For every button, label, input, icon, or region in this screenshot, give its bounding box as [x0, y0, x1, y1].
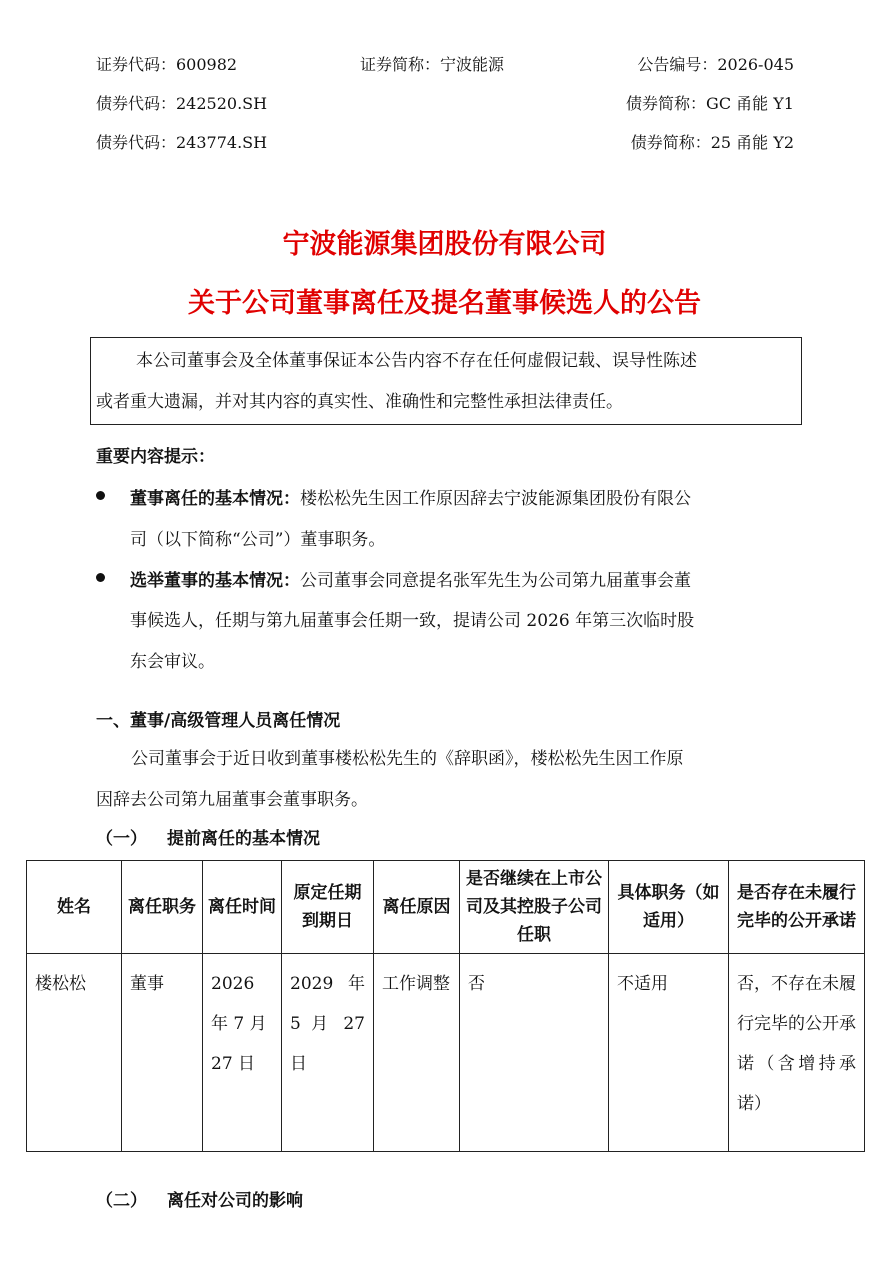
cell-name: 楼松松 [27, 954, 122, 1152]
subsection-2-number: （二） [96, 1191, 147, 1211]
departure-table [26, 860, 865, 1152]
header-reason: 离任原因 [374, 861, 460, 954]
bullet-1-line-2: 司（以下简称“公司”）董事职务。 [130, 530, 386, 550]
bullet-1-label: 董事离任的基本情况： [130, 489, 300, 509]
stock-code: 证券代码：600982 [96, 55, 238, 74]
header-name: 姓名 [27, 861, 122, 954]
stock-short-name: 证券简称：宁波能源 [360, 55, 505, 74]
cell-reason: 工作调整 [374, 954, 460, 1152]
bullet-icon [96, 573, 105, 582]
disclaimer-box [90, 337, 802, 425]
section-1-para-line-1: 公司董事会于近日收到董事楼松松先生的《辞职函》，楼松松先生因工作原 [131, 749, 684, 769]
cell-departure-date: 2026 年 7 月 27 日 [203, 954, 282, 1152]
bond-short-name-1: 债券简称：GC 甬能 Y1 [626, 94, 794, 113]
cell-term-end: 2029 年 5 月 27 日 [282, 954, 374, 1152]
section-1-heading: 一、董事/高级管理人员离任情况 [96, 711, 341, 731]
cell-commitments: 否，不存在未履行完毕的公开承诺（含增持承诺） [729, 954, 865, 1152]
header-term-end: 原定任期到期日 [282, 861, 374, 954]
bullet-2-line-1 [130, 566, 691, 591]
announcement-title: 关于公司董事离任及提名董事候选人的公告 [188, 288, 701, 319]
announcement-number: 公告编号：2026-045 [637, 55, 794, 74]
table-row [27, 954, 865, 1152]
cell-specific-role: 不适用 [609, 954, 729, 1152]
bullet-1-text: 楼松松先生因工作原因辞去宁波能源集团股份有限公 [300, 489, 691, 509]
cell-position: 董事 [122, 954, 203, 1152]
header-specific-role: 具体职务（如适用） [609, 861, 729, 954]
important-heading: 重要内容提示： [96, 447, 215, 467]
company-title: 宁波能源集团股份有限公司 [282, 229, 607, 260]
bond-code-1: 债券代码：242520.SH [96, 94, 268, 113]
disclaimer-line-1: 本公司董事会及全体董事保证本公告内容不存在任何虚假记载、误导性陈述 [136, 351, 697, 371]
subsection-2-title: 离任对公司的影响 [167, 1191, 303, 1211]
disclaimer-line-2: 或者重大遗漏，并对其内容的真实性、准确性和完整性承担法律责任。 [96, 392, 623, 412]
table-header-row [27, 861, 865, 954]
bullet-2-line-2: 事候选人，任期与第九届董事会任期一致，提请公司 2026 年第三次临时股 [130, 611, 695, 631]
bullet-2-text: 公司董事会同意提名张军先生为公司第九届董事会董 [300, 571, 691, 591]
subsection-1-title: 提前离任的基本情况 [167, 829, 320, 849]
subsection-1-number: （一） [96, 829, 147, 849]
header-commitments: 是否存在未履行完毕的公开承诺 [729, 861, 865, 954]
header-departure-date: 离任时间 [203, 861, 282, 954]
bullet-1-line-1 [130, 484, 691, 509]
bullet-2-line-3: 东会审议。 [130, 652, 215, 672]
cell-continue-role: 否 [460, 954, 609, 1152]
header-continue-role: 是否继续在上市公司及其控股子公司任职 [460, 861, 609, 954]
bond-code-2: 债券代码：243774.SH [96, 133, 268, 152]
bullet-2-label: 选举董事的基本情况： [130, 571, 300, 591]
section-1-para-line-2: 因辞去公司第九届董事会董事职务。 [96, 790, 368, 810]
header-position: 离任职务 [122, 861, 203, 954]
bond-short-name-2: 债券简称：25 甬能 Y2 [630, 133, 794, 152]
bullet-icon [96, 491, 105, 500]
